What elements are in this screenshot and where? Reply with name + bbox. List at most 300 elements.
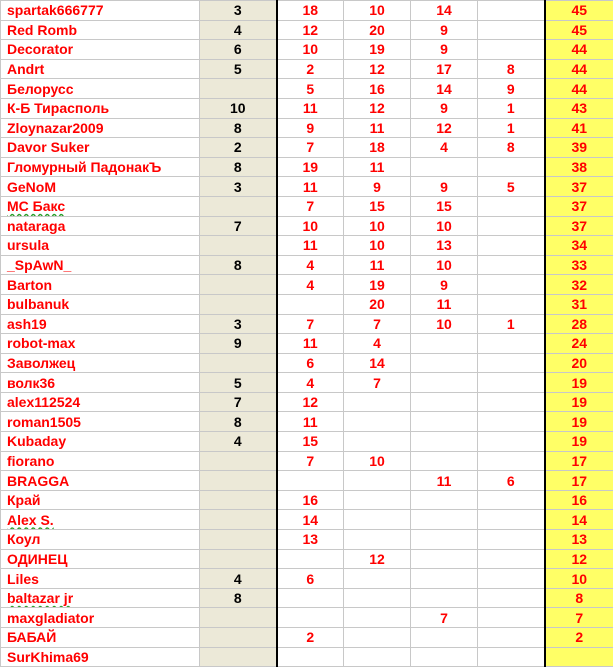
score-col4-cell xyxy=(411,98,478,118)
score-col1-cell xyxy=(200,490,277,510)
total-score-text: 32 xyxy=(571,276,588,293)
table-row xyxy=(1,490,613,510)
score-col4-text: 4 xyxy=(440,139,448,156)
total-score-text: 19 xyxy=(571,433,588,450)
score-col4-text: 11 xyxy=(436,472,452,489)
player-name-text: robot-max xyxy=(7,335,76,352)
score-col3-cell xyxy=(344,1,411,21)
total-score-text: 17 xyxy=(571,452,588,469)
total-score-text: 8 xyxy=(575,590,584,607)
score-col3-text: 10 xyxy=(369,237,385,254)
player-name-text: maxgladiator xyxy=(7,609,95,626)
score-col2-text: 6 xyxy=(306,354,315,371)
score-col4-cell xyxy=(411,569,478,589)
total-score-cell xyxy=(545,510,613,530)
score-col5-cell xyxy=(478,490,545,510)
score-col5-text: 1 xyxy=(506,315,515,332)
player-name-cell xyxy=(1,490,200,510)
score-col4-cell xyxy=(411,196,478,216)
score-col5-cell xyxy=(478,471,545,491)
score-col5-cell xyxy=(478,98,545,118)
player-name-text: Край xyxy=(7,492,41,509)
table-row xyxy=(1,608,613,628)
table-row xyxy=(1,471,613,491)
score-col2-cell xyxy=(277,334,344,354)
player-name-cell xyxy=(1,412,200,432)
player-name-text: bulbanuk xyxy=(7,296,70,313)
total-score-cell xyxy=(545,294,613,314)
score-col4-cell xyxy=(411,451,478,471)
score-col4-text: 13 xyxy=(436,237,452,254)
score-col2-text: 15 xyxy=(302,433,319,450)
total-score-text: 19 xyxy=(571,374,588,391)
score-col5-cell xyxy=(478,177,545,197)
score-col3-cell xyxy=(344,275,411,295)
table-row xyxy=(1,412,613,432)
score-col4-cell xyxy=(411,294,478,314)
table-row xyxy=(1,275,613,295)
player-name-cell xyxy=(1,98,200,118)
total-score-text: 37 xyxy=(571,178,588,195)
player-name-text: Red Romb xyxy=(7,21,77,38)
player-name-text: SurKhima69 xyxy=(7,648,89,665)
table-row xyxy=(1,196,613,216)
score-col1-cell xyxy=(200,373,277,393)
score-col1-text: 4 xyxy=(233,433,242,450)
score-col1-text: 9 xyxy=(233,335,242,352)
score-col4-cell xyxy=(411,490,478,510)
score-col2-text: 12 xyxy=(302,394,319,411)
table-row xyxy=(1,294,613,314)
score-col2-text: 2 xyxy=(306,61,315,78)
score-col4-cell xyxy=(411,59,478,79)
score-col2-text: 4 xyxy=(306,276,315,293)
score-col3-cell xyxy=(344,608,411,628)
score-col3-cell xyxy=(344,216,411,236)
score-col5-cell xyxy=(478,569,545,589)
player-name-text: ash19 xyxy=(7,315,47,332)
total-score-text: 38 xyxy=(571,159,588,176)
score-col1-text: 8 xyxy=(233,119,242,136)
score-col5-cell xyxy=(478,236,545,256)
score-col2-cell xyxy=(277,628,344,648)
table-row xyxy=(1,98,613,118)
total-score-cell xyxy=(545,588,613,608)
score-col1-cell xyxy=(200,20,277,40)
score-col1-cell xyxy=(200,608,277,628)
score-col2-text: 12 xyxy=(302,21,319,38)
player-name-cell xyxy=(1,314,200,334)
score-col2-text: 4 xyxy=(306,374,315,391)
player-name-cell xyxy=(1,510,200,530)
player-name-text: fiorano xyxy=(7,452,55,469)
total-score-cell xyxy=(545,138,613,158)
score-col2-cell xyxy=(277,588,344,608)
score-col1-cell xyxy=(200,177,277,197)
total-score-text: 44 xyxy=(571,61,588,78)
score-col5-text: 8 xyxy=(506,61,515,78)
total-score-cell xyxy=(545,490,613,510)
player-name-text: nataraga xyxy=(7,217,66,234)
score-col3-cell xyxy=(344,471,411,491)
score-col1-cell xyxy=(200,510,277,530)
score-col4-text: 9 xyxy=(440,100,448,117)
total-score-cell xyxy=(545,412,613,432)
player-name-text: spartak666777 xyxy=(7,2,104,19)
total-score-text: 28 xyxy=(571,315,588,332)
score-col3-text: 12 xyxy=(369,100,385,117)
score-col4-cell xyxy=(411,588,478,608)
score-col1-text: 10 xyxy=(229,100,246,117)
table-row xyxy=(1,59,613,79)
score-col5-cell xyxy=(478,314,545,334)
score-col3-cell xyxy=(344,236,411,256)
score-col3-text: 4 xyxy=(373,335,381,352)
score-col3-cell xyxy=(344,40,411,60)
score-col2-cell xyxy=(277,490,344,510)
score-col4-text: 9 xyxy=(440,21,448,38)
score-col3-cell xyxy=(344,510,411,530)
score-col5-cell xyxy=(478,294,545,314)
total-score-text: 44 xyxy=(571,41,588,58)
score-col3-cell xyxy=(344,451,411,471)
player-name-text: Davor Suker xyxy=(7,139,90,156)
player-name-text: Белорусс xyxy=(7,80,74,97)
total-score-text: 39 xyxy=(571,139,588,156)
score-col4-text: 7 xyxy=(440,609,448,626)
score-col4-text: 11 xyxy=(436,296,452,313)
score-col5-cell xyxy=(478,216,545,236)
player-name-text: К-Б Тирасполь xyxy=(7,100,110,117)
score-col1-text: 2 xyxy=(233,139,242,156)
total-score-cell xyxy=(545,275,613,295)
score-col5-cell xyxy=(478,79,545,99)
score-col2-cell xyxy=(277,20,344,40)
total-score-cell xyxy=(545,59,613,79)
score-col3-text: 11 xyxy=(369,257,385,274)
score-col4-text: 17 xyxy=(436,61,452,78)
score-col1-cell xyxy=(200,588,277,608)
score-col5-cell xyxy=(478,373,545,393)
total-score-cell xyxy=(545,177,613,197)
table-row xyxy=(1,255,613,275)
score-col1-text: 8 xyxy=(233,413,242,430)
player-name-cell xyxy=(1,196,200,216)
score-col4-cell xyxy=(411,177,478,197)
score-col1-cell xyxy=(200,314,277,334)
total-score-cell xyxy=(545,314,613,334)
player-name-text: ОДИНЕЦ xyxy=(7,550,68,567)
score-col1-cell xyxy=(200,79,277,99)
score-col2-text: 11 xyxy=(302,237,318,254)
score-col1-cell xyxy=(200,59,277,79)
total-score-text: 33 xyxy=(571,257,588,274)
score-col5-cell xyxy=(478,608,545,628)
total-score-cell xyxy=(545,647,613,667)
score-col1-cell xyxy=(200,412,277,432)
score-col5-text: 1 xyxy=(506,119,515,136)
score-col1-text: 8 xyxy=(233,159,242,176)
score-col1-cell xyxy=(200,275,277,295)
player-name-text: МС Бакс xyxy=(7,198,66,215)
table-row xyxy=(1,432,613,452)
player-name-text: волк36 xyxy=(7,374,56,391)
score-col5-cell xyxy=(478,451,545,471)
total-score-text: 41 xyxy=(571,119,588,136)
player-name-text: БАБАЙ xyxy=(7,629,57,646)
score-col1-cell xyxy=(200,98,277,118)
score-col3-cell xyxy=(344,530,411,550)
score-col2-cell xyxy=(277,569,344,589)
score-col4-text: 14 xyxy=(436,2,452,19)
player-name-cell xyxy=(1,549,200,569)
score-col4-cell xyxy=(411,412,478,432)
total-score-text: 37 xyxy=(571,198,588,215)
total-score-text: 7 xyxy=(575,609,584,626)
score-col4-cell xyxy=(411,79,478,99)
total-score-cell xyxy=(545,608,613,628)
player-name-cell xyxy=(1,471,200,491)
score-col1-cell xyxy=(200,530,277,550)
total-score-text: 24 xyxy=(571,335,588,352)
score-col5-cell xyxy=(478,275,545,295)
player-name-cell xyxy=(1,1,200,21)
player-name-text: roman1505 xyxy=(7,413,81,430)
score-col4-cell xyxy=(411,216,478,236)
score-col5-cell xyxy=(478,40,545,60)
score-col4-text: 14 xyxy=(436,80,452,97)
score-col5-cell xyxy=(478,20,545,40)
player-name-text: Kubaday xyxy=(7,433,67,450)
score-col2-cell xyxy=(277,392,344,412)
table-row xyxy=(1,510,613,530)
score-col5-text: 1 xyxy=(506,100,515,117)
score-col2-text: 11 xyxy=(302,178,318,195)
total-score-cell xyxy=(545,353,613,373)
score-col3-cell xyxy=(344,412,411,432)
score-col4-text: 10 xyxy=(436,217,452,234)
score-col2-cell xyxy=(277,314,344,334)
score-col3-cell xyxy=(344,588,411,608)
table-row xyxy=(1,118,613,138)
score-col4-cell xyxy=(411,40,478,60)
table-row xyxy=(1,451,613,471)
score-col3-text: 16 xyxy=(369,80,385,97)
total-score-text: 2 xyxy=(575,629,584,646)
score-col4-cell xyxy=(411,1,478,21)
score-col3-cell xyxy=(344,98,411,118)
score-col5-cell xyxy=(478,196,545,216)
score-col2-cell xyxy=(277,432,344,452)
score-col5-cell xyxy=(478,255,545,275)
score-col2-cell xyxy=(277,98,344,118)
score-col4-cell xyxy=(411,392,478,412)
player-name-text: Andrt xyxy=(7,61,45,78)
score-col5-cell xyxy=(478,138,545,158)
score-col1-cell xyxy=(200,353,277,373)
total-score-cell xyxy=(545,196,613,216)
table-row xyxy=(1,588,613,608)
score-col2-cell xyxy=(277,549,344,569)
score-col3-text: 9 xyxy=(373,178,381,195)
table-row xyxy=(1,569,613,589)
score-col2-cell xyxy=(277,471,344,491)
score-col1-cell xyxy=(200,647,277,667)
score-col1-cell xyxy=(200,471,277,491)
score-col4-cell xyxy=(411,628,478,648)
score-col4-cell xyxy=(411,530,478,550)
score-col2-text: 11 xyxy=(302,413,318,430)
score-col3-text: 12 xyxy=(369,550,385,567)
score-col2-text: 19 xyxy=(302,159,319,176)
total-score-text: 31 xyxy=(571,296,588,313)
score-col4-cell xyxy=(411,647,478,667)
score-col3-cell xyxy=(344,628,411,648)
score-col4-text: 10 xyxy=(436,315,452,332)
player-name-cell xyxy=(1,647,200,667)
table-row xyxy=(1,40,613,60)
score-col3-cell xyxy=(344,138,411,158)
player-name-text: Коул xyxy=(7,531,41,548)
score-col2-text: 16 xyxy=(302,492,319,509)
score-col2-cell xyxy=(277,255,344,275)
score-col5-cell xyxy=(478,510,545,530)
score-col5-cell xyxy=(478,412,545,432)
score-col3-cell xyxy=(344,490,411,510)
score-col2-cell xyxy=(277,157,344,177)
player-name-cell xyxy=(1,255,200,275)
total-score-cell xyxy=(545,157,613,177)
score-col2-cell xyxy=(277,353,344,373)
score-col3-text: 15 xyxy=(369,198,385,215)
score-col2-cell xyxy=(277,510,344,530)
score-col1-cell xyxy=(200,1,277,21)
total-score-text: 45 xyxy=(571,2,588,19)
total-score-cell xyxy=(545,236,613,256)
total-score-cell xyxy=(545,334,613,354)
total-score-cell xyxy=(545,118,613,138)
player-name-cell xyxy=(1,275,200,295)
score-col3-text: 14 xyxy=(369,354,385,371)
score-col4-cell xyxy=(411,510,478,530)
score-col3-text: 10 xyxy=(369,2,385,19)
score-col3-cell xyxy=(344,647,411,667)
score-col4-cell xyxy=(411,471,478,491)
score-col1-cell xyxy=(200,549,277,569)
score-col3-text: 7 xyxy=(373,374,381,391)
score-col4-text: 9 xyxy=(440,41,448,58)
total-score-cell xyxy=(545,628,613,648)
score-col4-cell xyxy=(411,275,478,295)
table-row xyxy=(1,20,613,40)
score-col1-cell xyxy=(200,432,277,452)
score-col2-text: 11 xyxy=(302,335,318,352)
score-col5-cell xyxy=(478,530,545,550)
score-col4-cell xyxy=(411,432,478,452)
player-name-cell xyxy=(1,608,200,628)
score-col2-cell xyxy=(277,412,344,432)
score-col2-text: 2 xyxy=(306,629,315,646)
player-name-cell xyxy=(1,353,200,373)
score-col1-cell xyxy=(200,118,277,138)
player-name-cell xyxy=(1,530,200,550)
score-col1-cell xyxy=(200,569,277,589)
player-name-cell xyxy=(1,138,200,158)
score-col2-cell xyxy=(277,530,344,550)
score-col2-cell xyxy=(277,196,344,216)
score-col4-cell xyxy=(411,118,478,138)
table-row xyxy=(1,647,613,667)
score-col2-text: 7 xyxy=(306,139,315,156)
total-score-cell xyxy=(545,40,613,60)
player-name-cell xyxy=(1,432,200,452)
total-score-cell xyxy=(545,216,613,236)
score-col1-cell xyxy=(200,196,277,216)
score-col2-text: 11 xyxy=(302,100,318,117)
score-col4-cell xyxy=(411,157,478,177)
player-name-text: Alex S. xyxy=(7,511,54,528)
table-row xyxy=(1,530,613,550)
total-score-cell xyxy=(545,20,613,40)
total-score-text: 45 xyxy=(571,21,588,38)
player-name-cell xyxy=(1,236,200,256)
score-col1-cell xyxy=(200,236,277,256)
player-name-cell xyxy=(1,40,200,60)
score-col3-cell xyxy=(344,294,411,314)
table-row xyxy=(1,157,613,177)
score-col1-text: 3 xyxy=(233,315,242,332)
player-name-cell xyxy=(1,177,200,197)
score-col3-cell xyxy=(344,255,411,275)
score-col2-cell xyxy=(277,59,344,79)
player-name-text: alex112524 xyxy=(7,394,81,411)
score-col3-cell xyxy=(344,334,411,354)
score-col4-cell xyxy=(411,314,478,334)
score-col3-cell xyxy=(344,373,411,393)
score-col2-cell xyxy=(277,177,344,197)
player-name-cell xyxy=(1,628,200,648)
total-score-text: 16 xyxy=(571,492,588,509)
score-col1-text: 3 xyxy=(233,178,242,195)
score-col4-cell xyxy=(411,236,478,256)
score-col2-cell xyxy=(277,79,344,99)
player-name-cell xyxy=(1,451,200,471)
total-score-text: 12 xyxy=(571,550,588,567)
score-col3-text: 11 xyxy=(369,159,385,176)
table-row xyxy=(1,628,613,648)
score-col3-text: 12 xyxy=(369,61,385,78)
score-col2-text: 13 xyxy=(302,531,319,548)
score-col1-cell xyxy=(200,334,277,354)
table-row xyxy=(1,314,613,334)
player-name-text: Заволжец xyxy=(7,354,76,371)
total-score-text: 13 xyxy=(571,531,588,548)
score-col3-cell xyxy=(344,20,411,40)
score-col5-cell xyxy=(478,549,545,569)
score-col1-text: 4 xyxy=(233,570,242,587)
score-col5-cell xyxy=(478,118,545,138)
total-score-text: 20 xyxy=(571,354,588,371)
score-col3-text: 20 xyxy=(369,296,385,313)
score-col2-cell xyxy=(277,1,344,21)
score-col4-cell xyxy=(411,20,478,40)
player-name-cell xyxy=(1,569,200,589)
score-col4-text: 15 xyxy=(436,198,452,215)
score-col2-text: 18 xyxy=(302,2,319,19)
score-col4-cell xyxy=(411,608,478,628)
score-col5-cell xyxy=(478,432,545,452)
table-row xyxy=(1,79,613,99)
